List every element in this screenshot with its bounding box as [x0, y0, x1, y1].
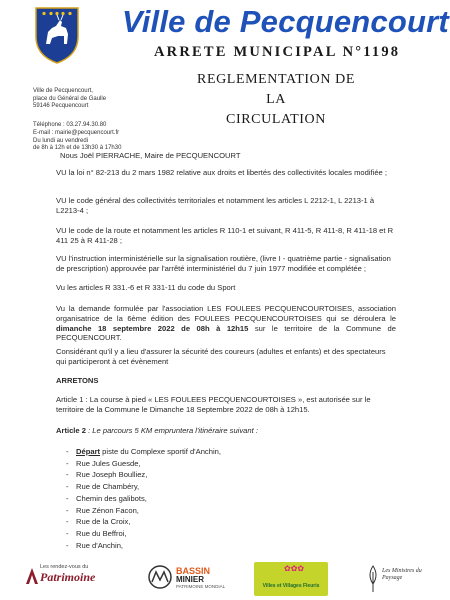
- arrete-number: ARRETE MUNICIPAL N°1198: [154, 44, 401, 60]
- contact-email-link[interactable]: mairie@pecquencourt.fr: [55, 129, 120, 136]
- vu-clause-1: VU la loi n° 82-213 du 2 mars 1982 relative aux droits et libertés des collectivités locales modifiée ;: [56, 168, 387, 177]
- route-list: [66, 446, 286, 551]
- ministres-paysage-logo: [366, 562, 430, 596]
- article-1: [56, 395, 396, 415]
- mayor-statement: Nous Joël PIERRACHE, Maire de PECQUENCOURT: [60, 151, 241, 160]
- depart-text: piste du Complexe sportif d'Anchin,: [100, 447, 221, 456]
- vu-clause-6: [56, 304, 396, 343]
- document-title: [186, 70, 366, 130]
- article-2-label: Article 2: [56, 426, 86, 435]
- coat-of-arms-icon: [34, 6, 80, 64]
- sender-line-2: place du Général de Gaulle: [33, 95, 107, 102]
- bassin-line-3: PATRIMOINE MONDIAL: [176, 584, 226, 589]
- list-item: - Rue de la Croix,: [66, 516, 286, 528]
- article-2-text: : Le parcours 5 KM empruntera l'itinéraire suivant :: [85, 426, 258, 435]
- monument-icon: [24, 566, 40, 586]
- title-line-1: REGLEMENTATION DE LA: [197, 72, 355, 107]
- contact-hours-2: de 8h à 12h et de 13h30 à 17h30: [33, 145, 122, 152]
- list-item: - Chemin des galibots,: [66, 493, 286, 505]
- bassin-minier-logo: [146, 562, 226, 594]
- bassin-line-2: MINIER: [176, 575, 204, 584]
- list-item: - Rue Zénon Facon,: [66, 505, 286, 517]
- list-item: - Rue de Chambéry,: [66, 481, 286, 493]
- sender-line-3: 59146 Pecquencourt: [33, 103, 89, 110]
- vu6-text-2: sur le territoire de la Commune de PECQUENCOURT.: [56, 323, 396, 343]
- contact-block: [33, 122, 133, 153]
- title-line-2: CIRCULATION: [226, 112, 326, 127]
- sender-line-1: Ville de Pecquencourt,: [33, 88, 93, 94]
- list-item: - Rue Jules Guesde,: [66, 458, 286, 470]
- villes-fleuris-label: Villes et Villages Fleuris: [262, 583, 320, 589]
- town-name: Ville de Pecquencourt: [122, 4, 449, 39]
- list-item: - Rue d'Anchin,: [66, 540, 286, 552]
- article-2: [56, 426, 396, 436]
- patrimoine-small-text: Les rendez-vous du: [40, 564, 89, 570]
- vu-clause-2: VU le code général des collectivités territoriales et notamment les articles L 2212-1, L 2213-1 à L2213-4 ;: [56, 196, 375, 215]
- bassin-minier-icon: [146, 564, 174, 590]
- patrimoine-big-text: Patrimoine: [40, 570, 96, 584]
- contact-email-label: E-mail :: [33, 129, 56, 136]
- ministres-paysage-label: Les Ministres du Paysage: [382, 568, 422, 581]
- list-item: - Rue Joseph Boulliez,: [66, 469, 286, 481]
- tree-icon: [366, 564, 380, 594]
- list-item: [66, 446, 286, 458]
- patrimoine-logo: [24, 564, 106, 594]
- contact-hours-1: Du lundi au vendredi: [33, 137, 89, 144]
- vu-clause-3: VU le code de la route et notamment les articles R 110-1 et suivant, R 411-5, R 411-8, R 411-18 et R 411 25 à R 411-28 ;: [56, 226, 394, 245]
- flowers-icon: ✿✿✿: [284, 564, 305, 573]
- villes-fleuris-logo: [254, 562, 328, 596]
- article-1-text: : La course à pied « LES FOULEES PECQUENCOURTOISES », est autorisée sur le territoire de la Commune le Dimanche 18 Septembre 2022 de 08h à 12h15.: [56, 395, 371, 414]
- arretons-heading: ARRETONS: [56, 376, 99, 385]
- sender-address: [33, 88, 133, 111]
- bassin-line-1: BASSIN: [176, 566, 211, 576]
- article-1-label: Article 1: [56, 395, 84, 404]
- considerant-clause: Considérant qu'il y a lieu d'assurer la sécurité des coureurs (adultes et enfants) et des spectateurs qui participeront à cet évènement: [56, 347, 386, 366]
- depart-label: Départ: [76, 447, 101, 456]
- list-item: - Rue du Beffroi,: [66, 528, 286, 540]
- vu6-event-date: dimanche 18 septembre 2022 de 08h à 12h15: [56, 323, 249, 333]
- vu-clause-4: VU l'instruction interministérielle sur la signalisation routière, (livre I - quatrième partie - signalisation de prescription) approuvée par l'arrêté interministériel du 7 juin 1977 modifiée et complétée ;: [56, 254, 391, 273]
- vu6-text-1: Vu la demande formulée par l'association LES FOULEES PECQUENCOURTOISES, association organisatrice de la 6ème édition des FOULEES PECQUENCOURTOISES qui se déroulera le: [56, 304, 396, 323]
- contact-email-row: [33, 130, 133, 138]
- vu-clause-5: Vu les articles R 331.-6 et R 331-11 du code du Sport: [56, 283, 236, 292]
- contact-phone: Téléphone : 03.27.94.30.80: [33, 122, 107, 128]
- footer-logos: [0, 558, 450, 600]
